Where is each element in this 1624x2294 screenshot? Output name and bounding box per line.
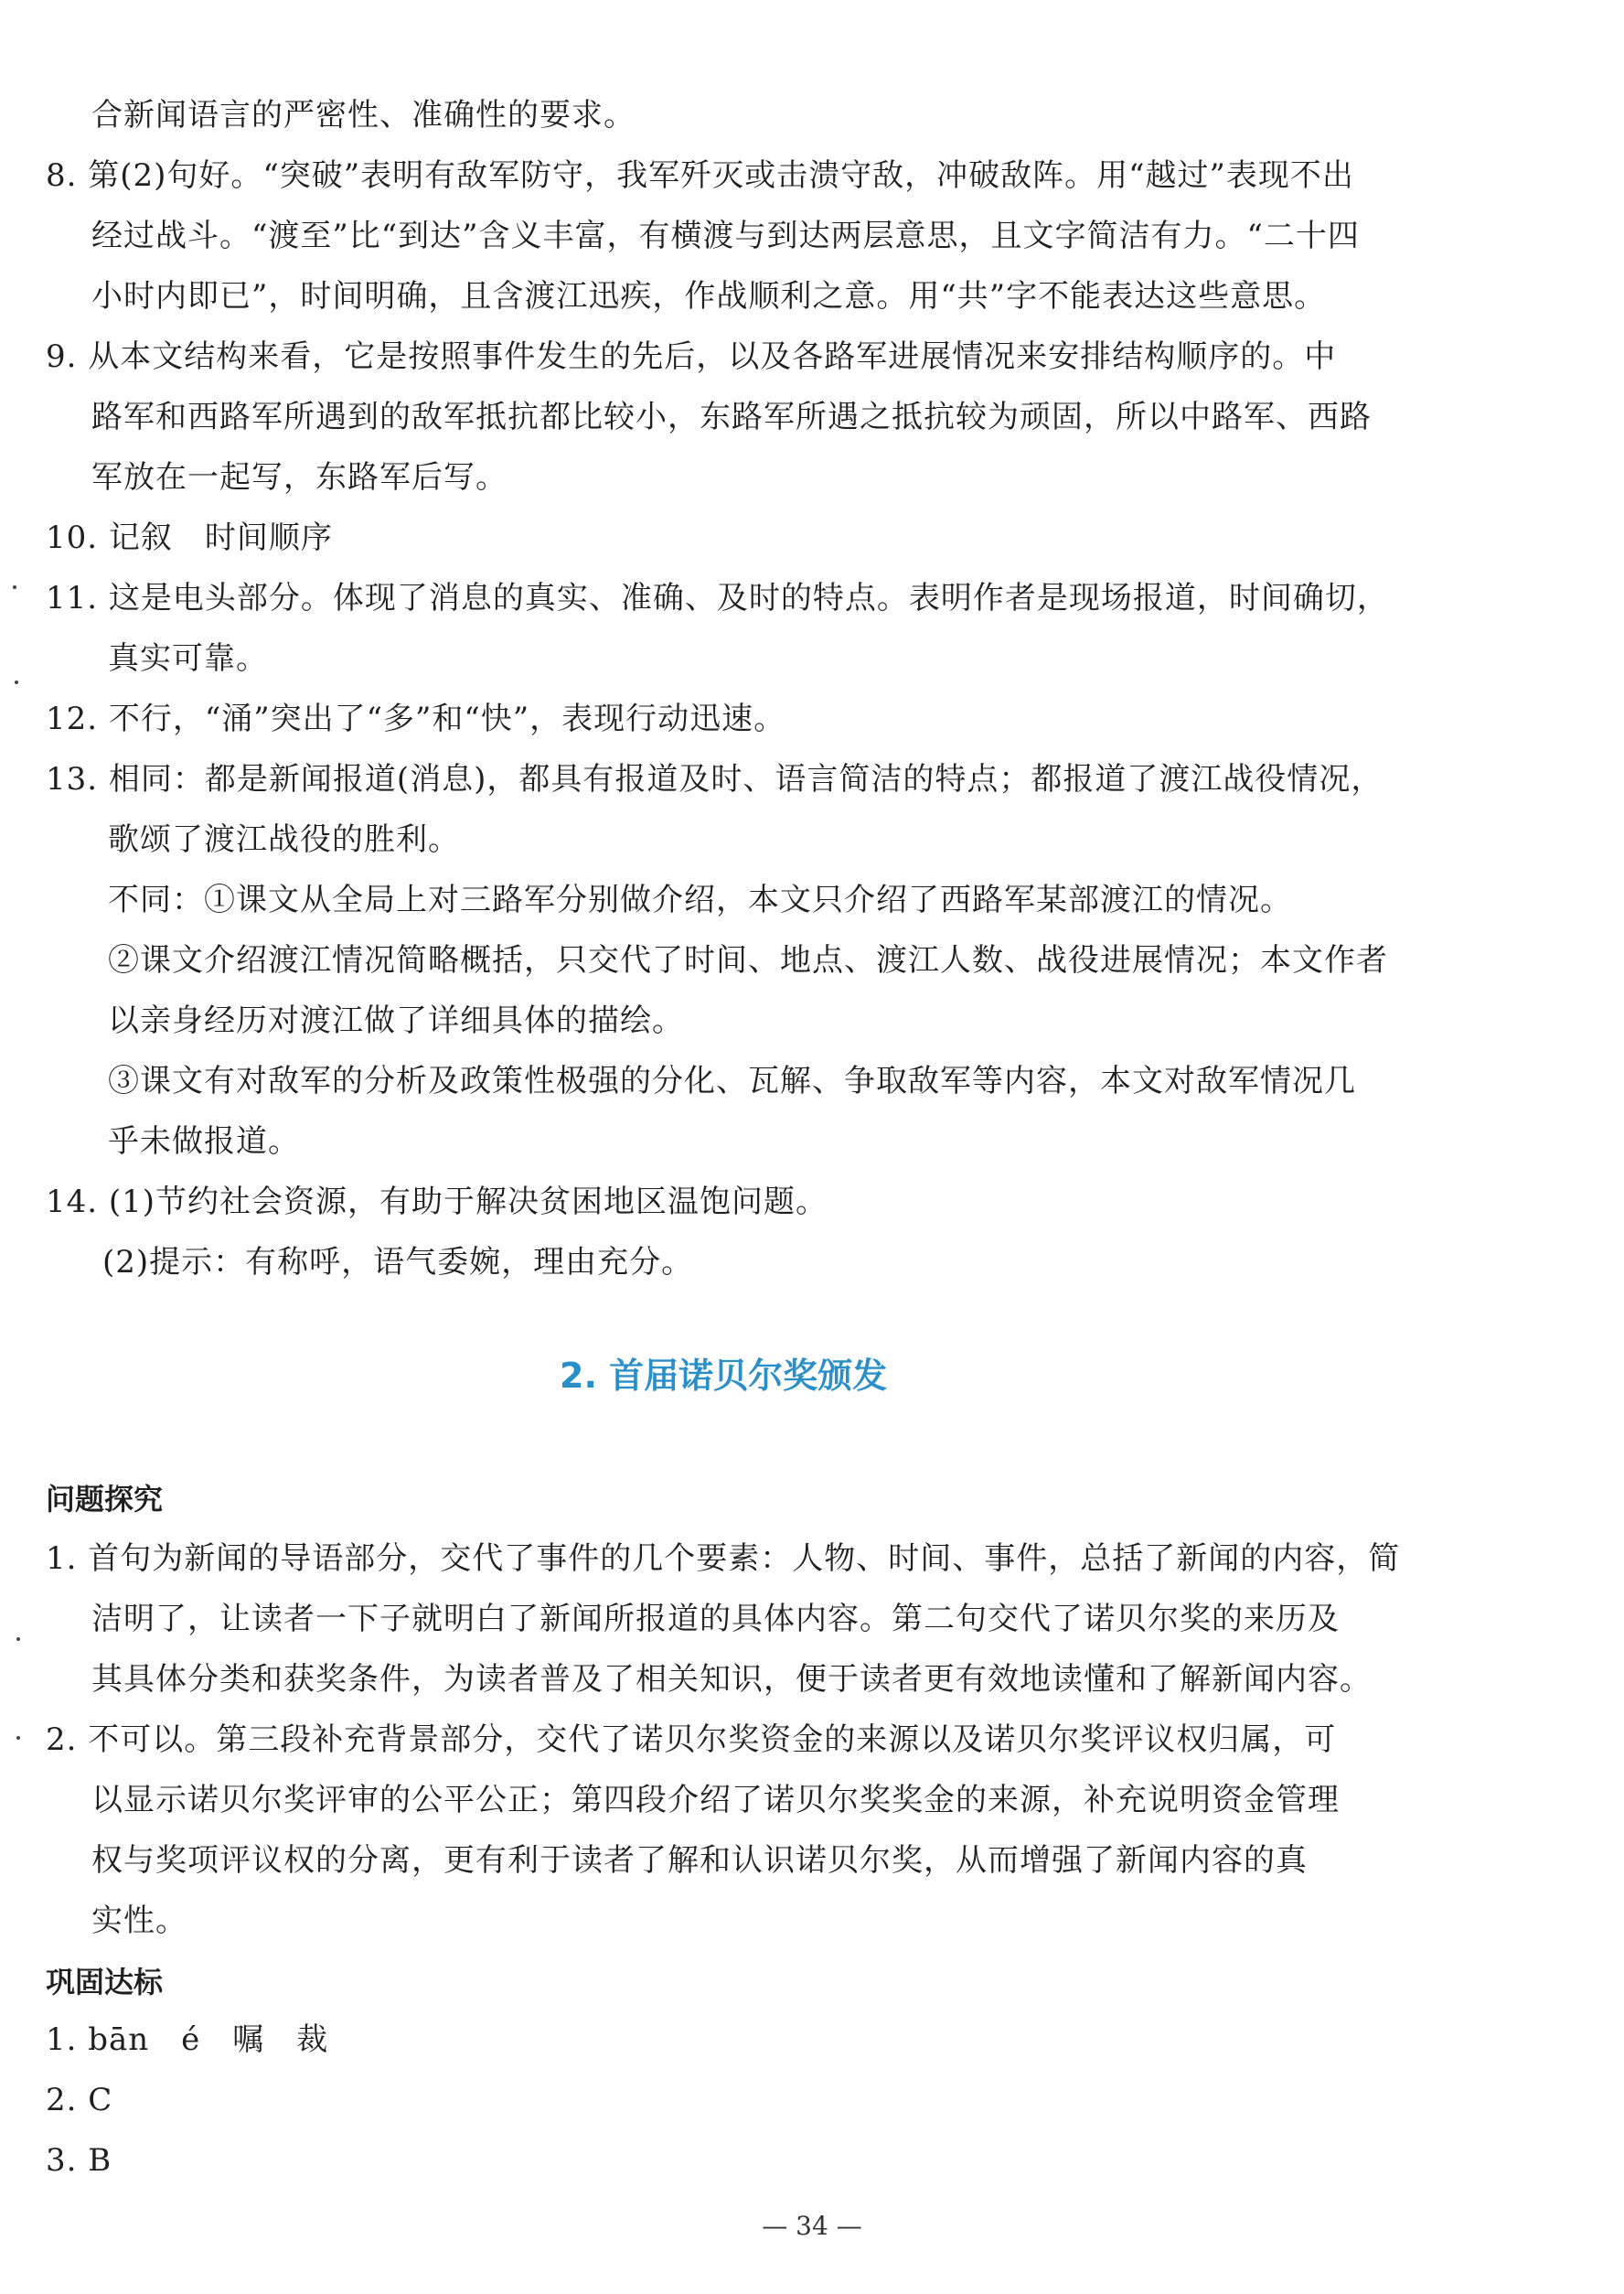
scan-speck: [16, 1637, 20, 1641]
inquiry-answer-1: 1. 首句为新闻的导语部分，交代了事件的几个要素：人物、时间、事件，总括了新闻的内容，简: [46, 1540, 1401, 1577]
text-line: 军放在一起写，东路军后写。: [91, 459, 508, 496]
text-line: 经过战斗。“渡至”比“到达”含义丰富，有横渡与到达两层意思，且文字简洁有力。“二十四: [91, 218, 1360, 254]
text-line: 歌颂了渡江战役的胜利。: [108, 821, 460, 858]
text-line: 不同：①课文从全局上对三路军分别做介绍，本文只介绍了西路军某部渡江的情况。: [108, 882, 1292, 918]
answer-9: 9. 从本文结构来看，它是按照事件发生的先后，以及各路军进展情况来安排结构顺序的。中: [46, 338, 1337, 375]
text-line: 合新闻语言的严密性、准确性的要求。: [91, 97, 636, 134]
scan-speck: [13, 585, 16, 589]
text-line: 以亲身经历对渡江做了详细具体的描绘。: [108, 1002, 684, 1039]
text-line: ②课文介绍渡江情况简略概括，只交代了时间、地点、渡江人数、战役进展情况；本文作者: [108, 942, 1388, 979]
text-line: 权与奖项评议权的分离，更有利于读者了解和认识诺贝尔奖，从而增强了新闻内容的真: [91, 1842, 1308, 1879]
consolidate-answer-2: 2. C: [46, 2082, 113, 2118]
answer-14: 14. (1)节约社会资源，有助于解决贫困地区温饱问题。: [46, 1184, 828, 1220]
inquiry-answer-2: 2. 不可以。第三段补充背景部分，交代了诺贝尔奖资金的来源以及诺贝尔奖评议权归属，可: [46, 1721, 1337, 1758]
text-line: 小时内即已”，时间明确，且含渡江迅疾，作战顺利之意。用“共”字不能表达这些意思。: [91, 278, 1327, 315]
scan-speck: [15, 681, 18, 684]
text-line: 洁明了，让读者一下子就明白了新闻所报道的具体内容。第二句交代了诺贝尔奖的来历及: [91, 1601, 1340, 1637]
text-line: 实性。: [91, 1903, 187, 1939]
text-line: 乎未做报道。: [108, 1123, 300, 1160]
text-line: ③课文有对敌军的分析及政策性极强的分化、瓦解、争取敌军等内容，本文对敌军情况几: [108, 1063, 1356, 1099]
text-line: 其具体分类和获奖条件，为读者普及了相关知识，便于读者更有效地读懂和了解新闻内容。: [91, 1661, 1372, 1698]
text-line: 真实可靠。: [108, 640, 268, 677]
consolidate-heading: 巩固达标: [46, 1965, 164, 1999]
text-line: (2)提示：有称呼，语气委婉，理由充分。: [102, 1244, 694, 1281]
answer-8: 8. 第(2)句好。“突破”表明有敌军防守，我军歼灭或击溃守敌，冲破敌阵。用“越过”表现不出: [46, 157, 1354, 194]
section-title: 2. 首届诺贝尔奖颁发: [560, 1356, 888, 1396]
consolidate-answer-1: 1. bān é 嘱 裁: [46, 2021, 329, 2058]
page-number: — 34 —: [762, 2211, 862, 2241]
consolidate-answer-3: 3. B: [46, 2142, 112, 2179]
text-line: 以显示诺贝尔奖评审的公平公正；第四段介绍了诺贝尔奖奖金的来源，补充说明资金管理: [91, 1782, 1340, 1818]
answer-10: 10. 记叙 时间顺序: [46, 520, 333, 556]
answer-11: 11. 这是电头部分。体现了消息的真实、准确、及时的特点。表明作者是现场报道，时间确切，: [46, 580, 1389, 616]
inquiry-heading: 问题探究: [46, 1482, 164, 1517]
answer-12: 12. 不行，“涌”突出了“多”和“快”，表现行动迅速。: [46, 701, 786, 737]
scan-speck: [16, 1736, 20, 1740]
text-line: 路军和西路军所遇到的敌军抵抗都比较小，东路军所遇之抵抗较为顽固，所以中路军、西路: [91, 399, 1372, 435]
answer-13: 13. 相同：都是新闻报道(消息)，都具有报道及时、语言简洁的特点；都报道了渡江战役情况，: [46, 761, 1384, 798]
